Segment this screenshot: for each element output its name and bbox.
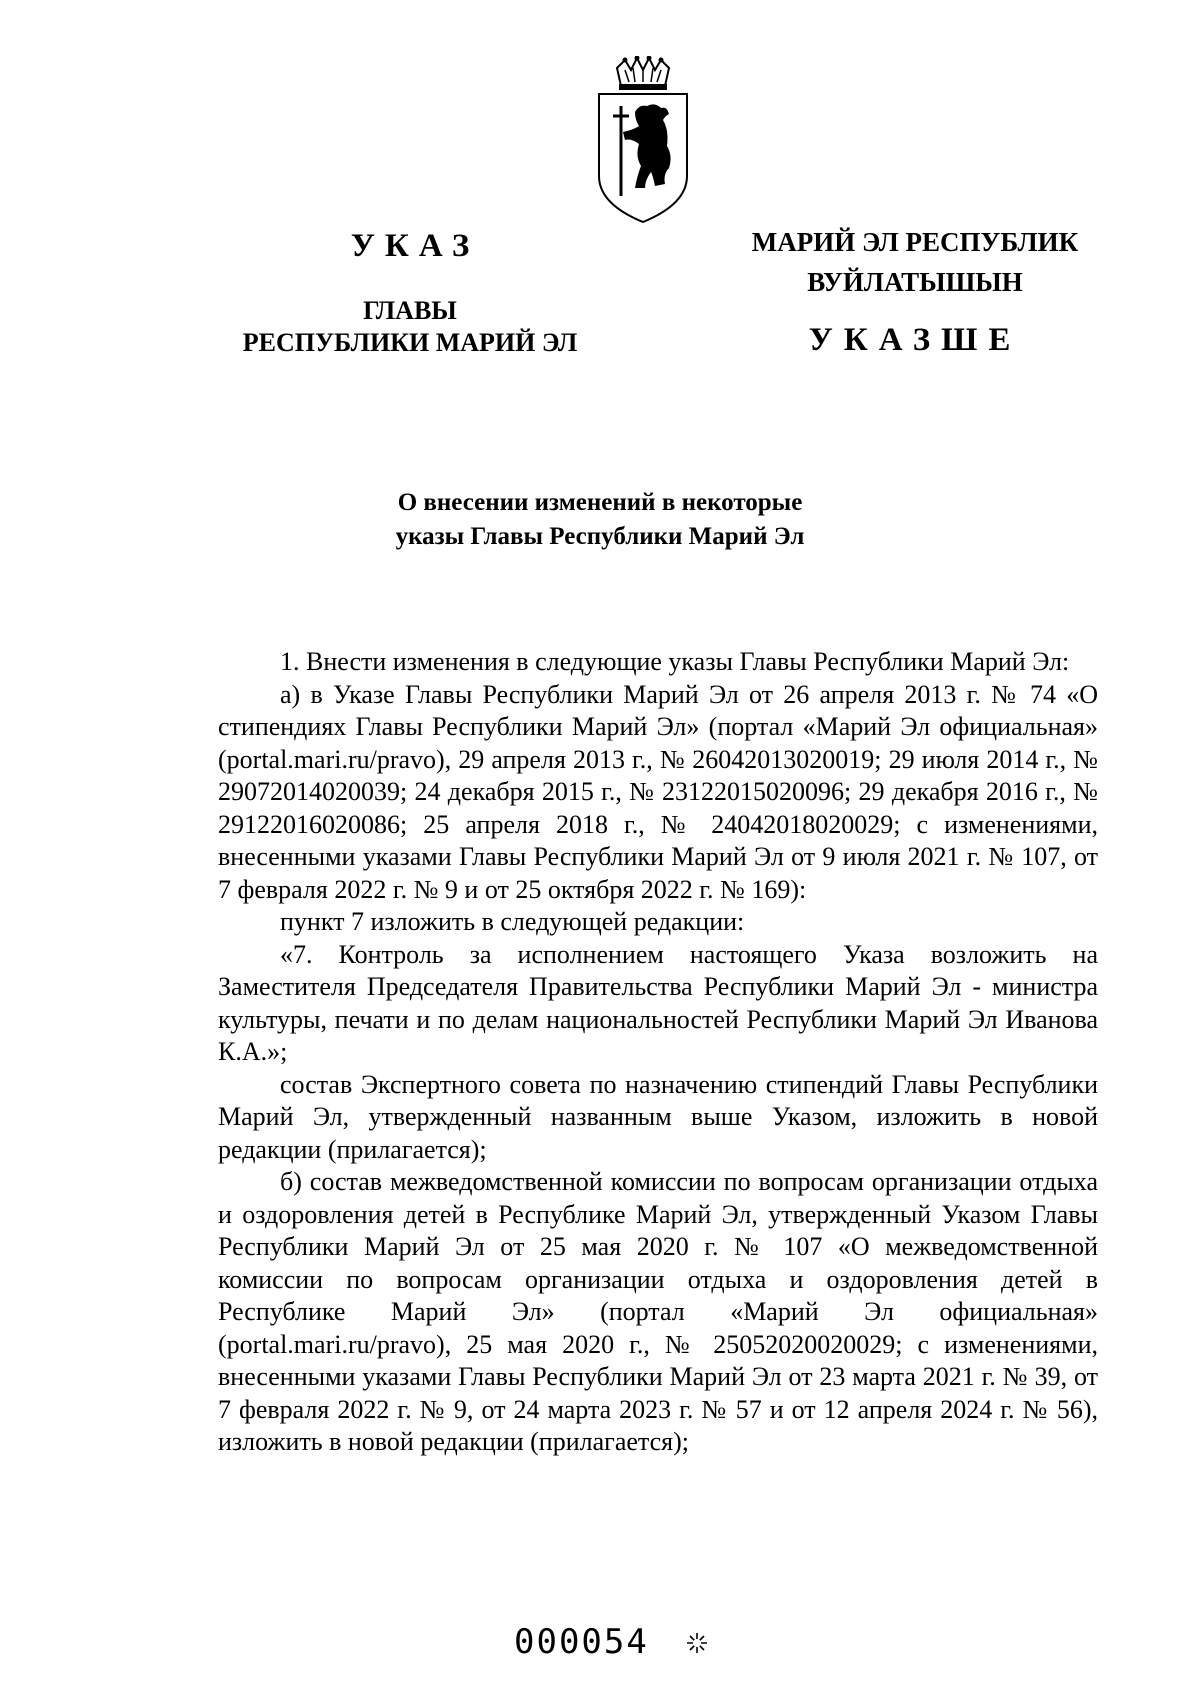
paragraph-item7-text: «7. Контроль за исполнением настоящего Указа возложить на Заместителя Председателя Правительства Республики Марий Эл - министра культуры, печати и по делам национальностей Республики Марий Эл Иванова К.А.»; xyxy=(218,939,1098,1066)
coat-of-arms-bear-icon xyxy=(595,56,691,226)
decree-issuer-mari-line2: ВУЙЛАТЫШЫН xyxy=(807,267,1023,297)
paragraph-b: б) состав межведомственной комиссии по вопросам организации отдыха и оздоровления детей в Республике Марий Эл, утвержденный Указом Главы Республики Марий Эл от 25 мая 2020 г. № 107 «О межведомственной комиссии по вопросам организации отдыха и оздоровления детей в Республике Марий Эл» (портал «Марий Эл официальная» (portal.mari.ru/pravo), 25 мая 2020 г., № 25052020020029; с изменениями, внесенными указами Главы Республики Марий Эл от 23 марта 2021 г. № 39, от 7 февраля 2022 г. № 9, от 24 марта 2023 г. № 57 и от 12 апреля 2024 г. № 56), изложить в новой редакции (прилагается); xyxy=(218,1167,1098,1456)
document-title xyxy=(300,486,900,554)
decree-issuer-line2: РЕСПУБЛИКИ МАРИЙ ЭЛ xyxy=(242,328,578,357)
decree-issuer-mari xyxy=(700,222,1130,302)
asterisk-mark-icon xyxy=(686,1632,708,1654)
decree-title-mari: УКАЗШЕ xyxy=(808,322,1022,358)
decree-issuer-mari-line1: МАРИЙ ЭЛ РЕСПУБЛИК xyxy=(751,227,1079,257)
form-number: 000054 xyxy=(514,1622,649,1662)
decree-issuer-line1: ГЛАВЫ xyxy=(363,296,457,325)
decree-title-ru: УКАЗ xyxy=(350,228,480,264)
document-title-line2: указы Главы Республики Марий Эл xyxy=(395,523,805,550)
document-body xyxy=(218,646,1098,1459)
document-title-line1: О внесении изменений в некоторые xyxy=(397,489,803,516)
decree-issuer-ru xyxy=(200,295,620,359)
paragraph-1: 1. Внести изменения в следующие указы Главы Республики Марий Эл: xyxy=(280,647,1070,676)
paragraph-a: а) в Указе Главы Республики Марий Эл от 26 апреля 2013 г. № 74 «О стипендиях Главы Республики Марий Эл» (портал «Марий Эл официальная» (portal.mari.ru/pravo), 29 апреля 2013 г., № 26042013020019; 29 июля 2014 г., № 29072014020039; 24 декабря 2015 г., № 23122015020096; 29 декабря 2016 г., № 29122016020086; 25 апреля 2018 г., № 24042018020029; с изменениями, внесенными указами Главы Республики Марий Эл от 9 июля 2021 г. № 107, от 7 февраля 2022 г. № 9 и от 25 октября 2022 г. № 169): xyxy=(218,679,1098,904)
paragraph-expert-council: состав Экспертного совета по назначению стипендий Главы Республики Марий Эл, утвержденный названным выше Указом, изложить в новой редакции (прилагается); xyxy=(218,1069,1098,1164)
paragraph-item7-intro: пункт 7 изложить в следующей редакции: xyxy=(280,907,745,936)
